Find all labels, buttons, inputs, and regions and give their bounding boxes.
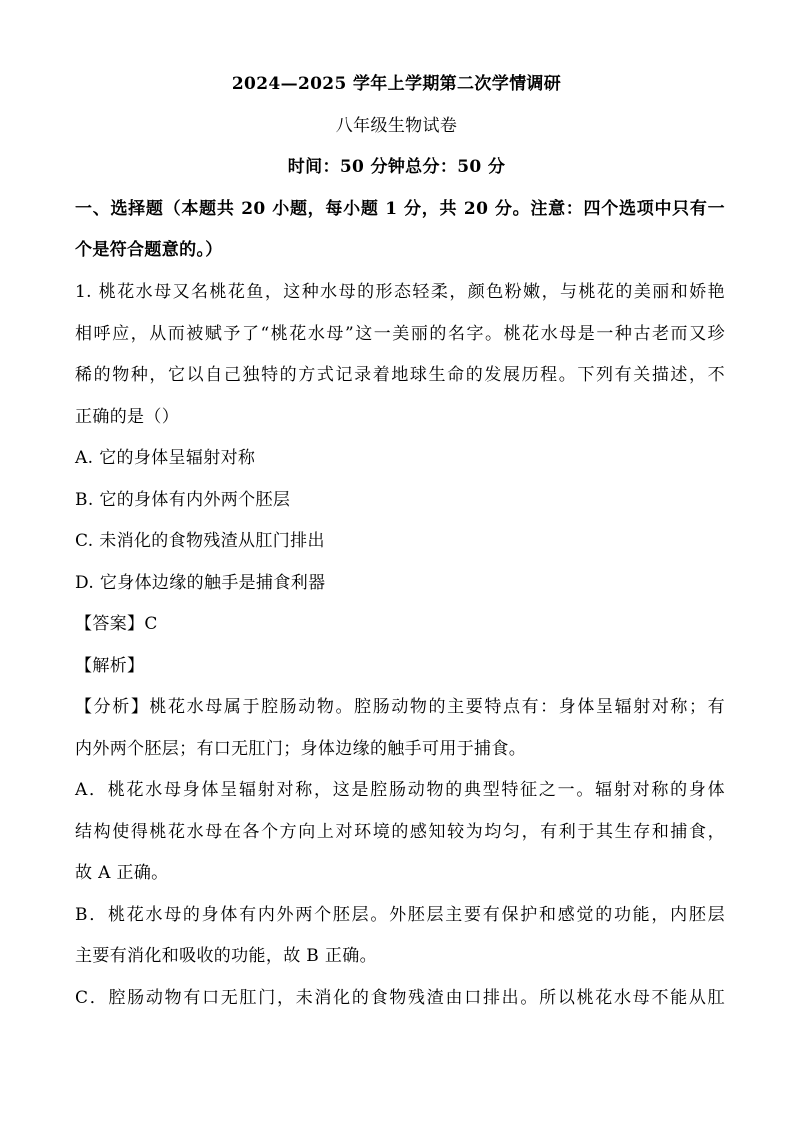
analysis-line: B．桃花水母的身体有内外两个胚层。外胚层主要有保护和感觉的功能，内胚层 — [75, 905, 725, 925]
section-heading-line-1: 一、选择题（本题共 20 小题，每小题 1 分，共 20 分。注意：四个选项中只有一 — [75, 199, 725, 219]
analysis-line: A．桃花水母身体呈辐射对称，这是腔肠动物的典型特征之一。辐射对称的身体 — [75, 780, 725, 800]
analysis-line: C．腔肠动物有口无肛门，未消化的食物残渣由口排出。所以桃花水母不能从肛 — [75, 988, 725, 1008]
analysis-line: 故 A 正确。 — [75, 863, 169, 883]
exam-title: 2024—2025 学年上学期第二次学情调研 — [231, 74, 562, 94]
question-stem-line: 相呼应，从而被赋予了“桃花水母”这一美丽的名字。桃花水母是一种古老而又珍 — [75, 324, 725, 344]
option-a: A. 它的身体呈辐射对称 — [75, 448, 256, 468]
option-c: C. 未消化的食物残渣从肛门排出 — [75, 531, 325, 551]
question-stem-line: 正确的是（） — [75, 407, 180, 427]
answer-line: 【答案】C — [75, 614, 158, 634]
section-heading-line-2: 个是符合题意的。） — [75, 240, 223, 260]
option-b: B. 它的身体有内外两个胚层 — [75, 490, 291, 510]
analysis-line: 主要有消化和吸收的功能，故 B 正确。 — [75, 946, 377, 966]
question-stem-line: 稀的物种，它以自己独特的方式记录着地球生命的发展历程。下列有关描述，不 — [75, 365, 725, 385]
option-d: D. 它身体边缘的触手是捕食利器 — [75, 573, 326, 593]
exam-subject: 八年级生物试卷 — [335, 116, 458, 136]
analysis-line: 结构使得桃花水母在各个方向上对环境的感知较为均匀，有利于其生存和捕食， — [75, 822, 725, 842]
analysis-line: 【分析】桃花水母属于腔肠动物。腔肠动物的主要特点有：身体呈辐射对称；有 — [75, 697, 725, 717]
analysis-label: 【解析】 — [75, 656, 145, 676]
analysis-line: 内外两个胚层；有口无肛门；身体边缘的触手可用于捕食。 — [75, 739, 527, 759]
exam-time-info: 时间：50 分钟总分：50 分 — [287, 157, 506, 177]
question-stem-line: 1. 桃花水母又名桃花鱼，这种水母的形态轻柔，颜色粉嫩，与桃花的美丽和娇艳 — [75, 282, 725, 302]
